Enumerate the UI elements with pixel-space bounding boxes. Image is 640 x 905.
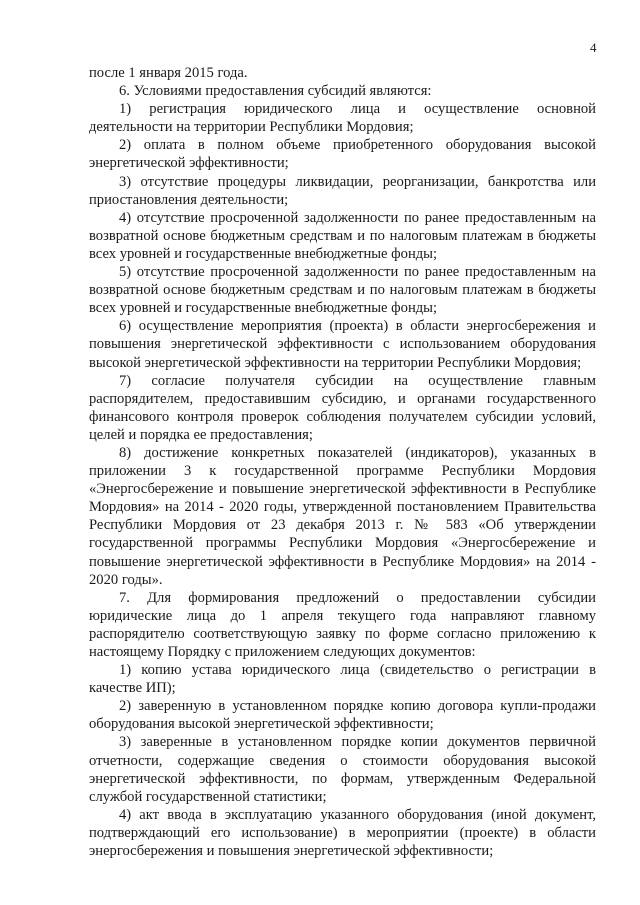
section-6-heading: 6. Условиями предоставления субсидий являются: xyxy=(119,83,432,100)
page-number: 4 xyxy=(590,40,597,55)
paragraph-continuation: после 1 января 2015 года. xyxy=(89,65,248,81)
condition-6: 6) осуществление мероприятия (проекта) в области энергосбережения и повышения энергетической эффективности с использованием оборудования высокой энергетической эффективности на территории Республики Мордовия; xyxy=(89,318,596,371)
condition-4: 4) отсутствие просроченной задолженности по ранее предоставленным на возвратной основе бюджетным средствам и по налоговым платежам в бюджеты всех уровней и государственные внебюджетные фонды; xyxy=(89,209,596,262)
condition-7: 7) согласие получателя субсидии на осуществление главным распорядителем, предоставившим субсидию, и органами государственного финансового контроля проверок соблюдения получателем субсидии условий, целей и порядка ее предоставления; xyxy=(89,372,596,443)
condition-1: 1) регистрация юридического лица и осуществление основной деятельности на территории Республики Мордовия; xyxy=(89,101,596,136)
condition-8: 8) достижение конкретных показателей (индикаторов), указанных в приложении 3 к государственной программе Республики Мордовия «Энергосбережение и повышение энергетической эффективности в Республике Мордовия» на 2014 - 2020 годы, утвержденной постановлением Правительства Республики Мордовия от 23 декабря 2013 г. № 583 «Об утверждении государственной программы Республики Мордовия «Энергосбережение и повышение энергетической эффективности в Республике Мордовия» на 2014 - 2020 годы». xyxy=(89,444,596,588)
document-item-1: 1) копию устава юридического лица (свидетельство о регистрации в качестве ИП); xyxy=(89,662,596,697)
condition-5: 5) отсутствие просроченной задолженности по ранее предоставленным на возвратной основе бюджетным средствам и по налоговым платежам в бюджеты всех уровней и государственные внебюджетные фонды; xyxy=(89,264,596,317)
section-7-paragraph: 7. Для формирования предложений о предоставлении субсидии юридические лица до 1 апреля текущего года направляют главному распорядителю соответствующую заявку по форме согласно приложению к настоящему Порядку с приложением следующих документов: xyxy=(89,589,596,660)
document-item-2: 2) заверенную в установленном порядке копию договора купли-продажи оборудования высокой энергетической эффективности; xyxy=(89,698,596,733)
condition-2: 2) оплата в полном объеме приобретенного оборудования высокой энергетической эффективности; xyxy=(89,137,596,172)
condition-3: 3) отсутствие процедуры ликвидации, реорганизации, банкротства или приостановления деятельности; xyxy=(89,173,596,208)
document-item-4: 4) акт ввода в эксплуатацию указанного оборудования (иной документ, подтверждающий его использование) в мероприятии (проекте) в области энергосбережения и повышения энергетической эффективности; xyxy=(89,806,596,860)
document-body xyxy=(89,64,596,860)
document-item-3: 3) заверенные в установленном порядке копии документов первичной отчетности, содержащие сведения о стоимости оборудования высокой энергетической эффективности, по формам, утвержденным Федеральной службой государственной статистики; xyxy=(89,734,596,805)
